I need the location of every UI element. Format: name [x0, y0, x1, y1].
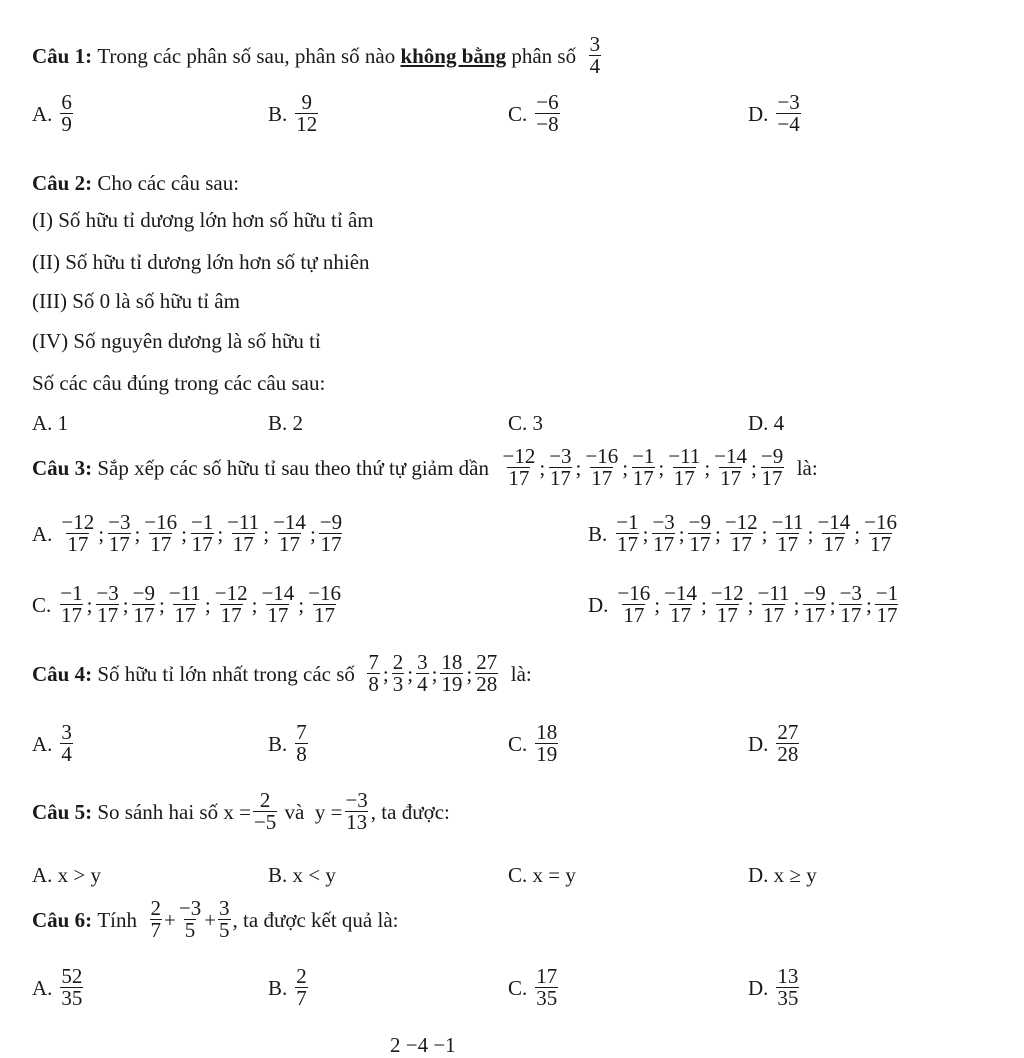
separator: ;	[251, 592, 258, 617]
separator: ;	[204, 592, 211, 617]
separator: ;	[700, 592, 707, 617]
q1-option-b[interactable]: B. 9 12	[268, 90, 318, 136]
fraction: −12 17	[710, 581, 744, 627]
q1-fraction: 3 4	[589, 32, 601, 78]
fraction: −1 17	[60, 581, 83, 627]
separator: ;	[309, 521, 316, 546]
fraction: −3 17	[652, 510, 675, 556]
fraction: −12 17	[502, 444, 536, 490]
separator: ;	[761, 521, 768, 546]
q4-stem: Câu 4: Số hữu tỉ lớn nhất trong các số 7 8 ; 2 3 ; 3 4 ; 18 19 ; 27 28 là:	[32, 650, 532, 696]
q6-stem: Câu 6: Tính 2 7 + $\frac{-3}{5}$ + $\frac{3}{5}$ , ta được kết quả là:	[32, 896, 399, 942]
q5-stem: Câu 5: So sánh hai số x = $\frac{2}{-5}$ và y = $\frac{-3}{13}$ , ta được:	[32, 788, 450, 834]
q4-numbers	[365, 652, 500, 695]
q1-label: Câu 1:	[32, 43, 93, 68]
fraction: −16 17	[144, 510, 178, 556]
q6-option-d[interactable]: D. 13 35	[748, 964, 799, 1010]
q4-option-d[interactable]: D. 27 28	[748, 720, 799, 766]
fraction: −11 17	[227, 510, 260, 556]
q2-option-a[interactable]: A. 1	[32, 411, 69, 435]
separator: ;	[747, 592, 754, 617]
fraction: −3 17	[108, 510, 131, 556]
q2-statement-1: (I) Số hữu tỉ dương lớn hơn số hữu tỉ âm	[32, 208, 374, 232]
q5-option-b[interactable]: B. x < y	[268, 863, 336, 887]
fraction: −1 17	[632, 444, 655, 490]
fraction: 18 19	[441, 650, 463, 696]
fraction: −1 17	[875, 581, 899, 627]
separator: ;	[714, 521, 721, 546]
q1-option-c[interactable]: C. −6 −8	[508, 90, 559, 136]
separator: ;	[86, 592, 93, 617]
q1-stem	[32, 34, 603, 77]
fraction: −14 17	[261, 581, 295, 627]
fraction: −3 17	[839, 581, 862, 627]
fraction: −16 17	[617, 581, 651, 627]
fraction: −11 17	[168, 581, 201, 627]
separator: ;	[122, 592, 129, 617]
fraction: −14 17	[817, 510, 851, 556]
q1-text-after: phân số	[511, 43, 577, 68]
q5-option-d[interactable]: D. x ≥ y	[748, 863, 817, 887]
q2-statement-2: (II) Số hữu tỉ dương lớn hơn số tự nhiên	[32, 250, 370, 274]
q5-option-c[interactable]: C. x = y	[508, 863, 576, 887]
separator: ;	[407, 661, 414, 686]
fraction: 3 4	[417, 650, 428, 696]
q4-option-c[interactable]: C. 18 19	[508, 720, 558, 766]
fraction: −14 17	[714, 444, 748, 490]
separator: ;	[807, 521, 814, 546]
fraction: −12 17	[214, 581, 248, 627]
fraction: −12 17	[61, 510, 95, 556]
q3-stem: Câu 3: Sắp xếp các số hữu tỉ sau theo thứ tự giảm dần −12 17 ; −3 17 ; −16 17 ; −1 17 ; −11 17 ; −14 17 ; −9 17 là:	[32, 444, 818, 490]
separator: ;	[217, 521, 224, 546]
fraction: −1 17	[190, 510, 214, 556]
q2-option-b[interactable]: B. 2	[268, 411, 304, 435]
fraction: 7 8	[368, 650, 379, 696]
separator: ;	[382, 661, 389, 686]
fraction: −11 17	[668, 444, 701, 490]
q6-option-b[interactable]: B. 2 7	[268, 964, 307, 1010]
separator: ;	[829, 592, 836, 617]
q2-statement-4: (IV) Số nguyên dương là số hữu tỉ	[32, 329, 321, 353]
separator: ;	[865, 592, 872, 617]
q2-option-d[interactable]: D. 4	[748, 411, 785, 435]
q3-option-a[interactable]: A. −12 17 ; −3 17 ; −16 17 ; −1 17 ; −11 17 ; −14 17 ; −9 17	[32, 510, 343, 556]
fraction: −11 17	[757, 581, 790, 627]
fraction: −9 17	[803, 581, 826, 627]
separator: ;	[678, 521, 685, 546]
q5-option-a[interactable]: A. x > y	[32, 863, 102, 887]
q3-numbers	[500, 446, 787, 489]
q7-partial-text: 2 −4 −1	[390, 1033, 456, 1057]
separator: ;	[704, 455, 711, 480]
separator: ;	[134, 521, 141, 546]
fraction: −9 17	[319, 510, 343, 556]
q4-option-b[interactable]: B. 7 8	[268, 720, 307, 766]
separator: ;	[793, 592, 800, 617]
fraction: −3 17	[96, 581, 119, 627]
q2-prompt: Số các câu đúng trong các câu sau:	[32, 371, 326, 395]
fraction: −9 17	[760, 444, 784, 490]
separator: ;	[181, 521, 187, 546]
separator: ;	[575, 455, 582, 480]
q1-option-d[interactable]: D. −3 −4	[748, 90, 800, 136]
q5-y-fraction: $\frac{-3}{13}$	[345, 788, 368, 834]
q4-option-a[interactable]: A. 3 4	[32, 720, 72, 766]
fraction: 2 3	[392, 650, 404, 696]
q5-x-fraction: $\frac{2}{-5}$	[253, 788, 277, 834]
separator: ;	[298, 592, 305, 617]
separator: ;	[642, 521, 649, 546]
q2-stem: Câu 2: Cho các câu sau:	[32, 171, 240, 195]
fraction: −9 17	[688, 510, 711, 556]
separator: ;	[539, 455, 546, 480]
q2-statement-3: (III) Số 0 là số hữu tỉ âm	[32, 289, 240, 313]
separator: ;	[854, 521, 861, 546]
fraction: −11 17	[771, 510, 804, 556]
separator: ;	[98, 521, 105, 546]
fraction: −16 17	[864, 510, 897, 556]
q6-option-a[interactable]: A. 52 35	[32, 964, 83, 1010]
q1-option-a[interactable]: A. 6 9	[32, 90, 72, 136]
fraction: −14 17	[664, 581, 697, 627]
separator: ;	[466, 661, 473, 686]
q1-emphasis: không bằng	[400, 43, 507, 68]
fraction: −9 17	[132, 581, 155, 627]
q1-text-before: Trong các phân số sau, phân số nào	[97, 43, 396, 68]
q3-option-d[interactable]: D. −16 17 ; −14 17 ; −12 17 ; −11 17 ; −9 17 ; −3 17 ; −1 17	[588, 581, 899, 627]
fraction: −16 17	[308, 581, 341, 627]
fraction: 27 28	[476, 650, 498, 696]
fraction: −16 17	[585, 444, 619, 490]
q3-option-b[interactable]: B. −1 17 ; −3 17 ; −9 17 ; −12 17 ; −11 17 ; −14 17 ; −16 17	[588, 510, 897, 556]
q6-option-c[interactable]: C. 17 35	[508, 964, 558, 1010]
separator: ;	[622, 455, 629, 480]
separator: ;	[654, 592, 661, 617]
q2-option-c[interactable]: C. 3	[508, 411, 544, 435]
q3-option-c[interactable]: C. −1 17 ; −3 17 ; −9 17 ; −11 17 ; −12 17 ; −14 17 ; −16 17	[32, 581, 341, 627]
fraction: −3 17	[549, 444, 572, 490]
separator: ;	[751, 455, 757, 480]
separator: ;	[263, 521, 270, 546]
fraction: −14 17	[273, 510, 306, 556]
fraction: −1 17	[616, 510, 639, 556]
fraction: −12 17	[724, 510, 758, 556]
separator: ;	[431, 661, 438, 686]
separator: ;	[158, 592, 165, 617]
separator: ;	[658, 455, 665, 480]
